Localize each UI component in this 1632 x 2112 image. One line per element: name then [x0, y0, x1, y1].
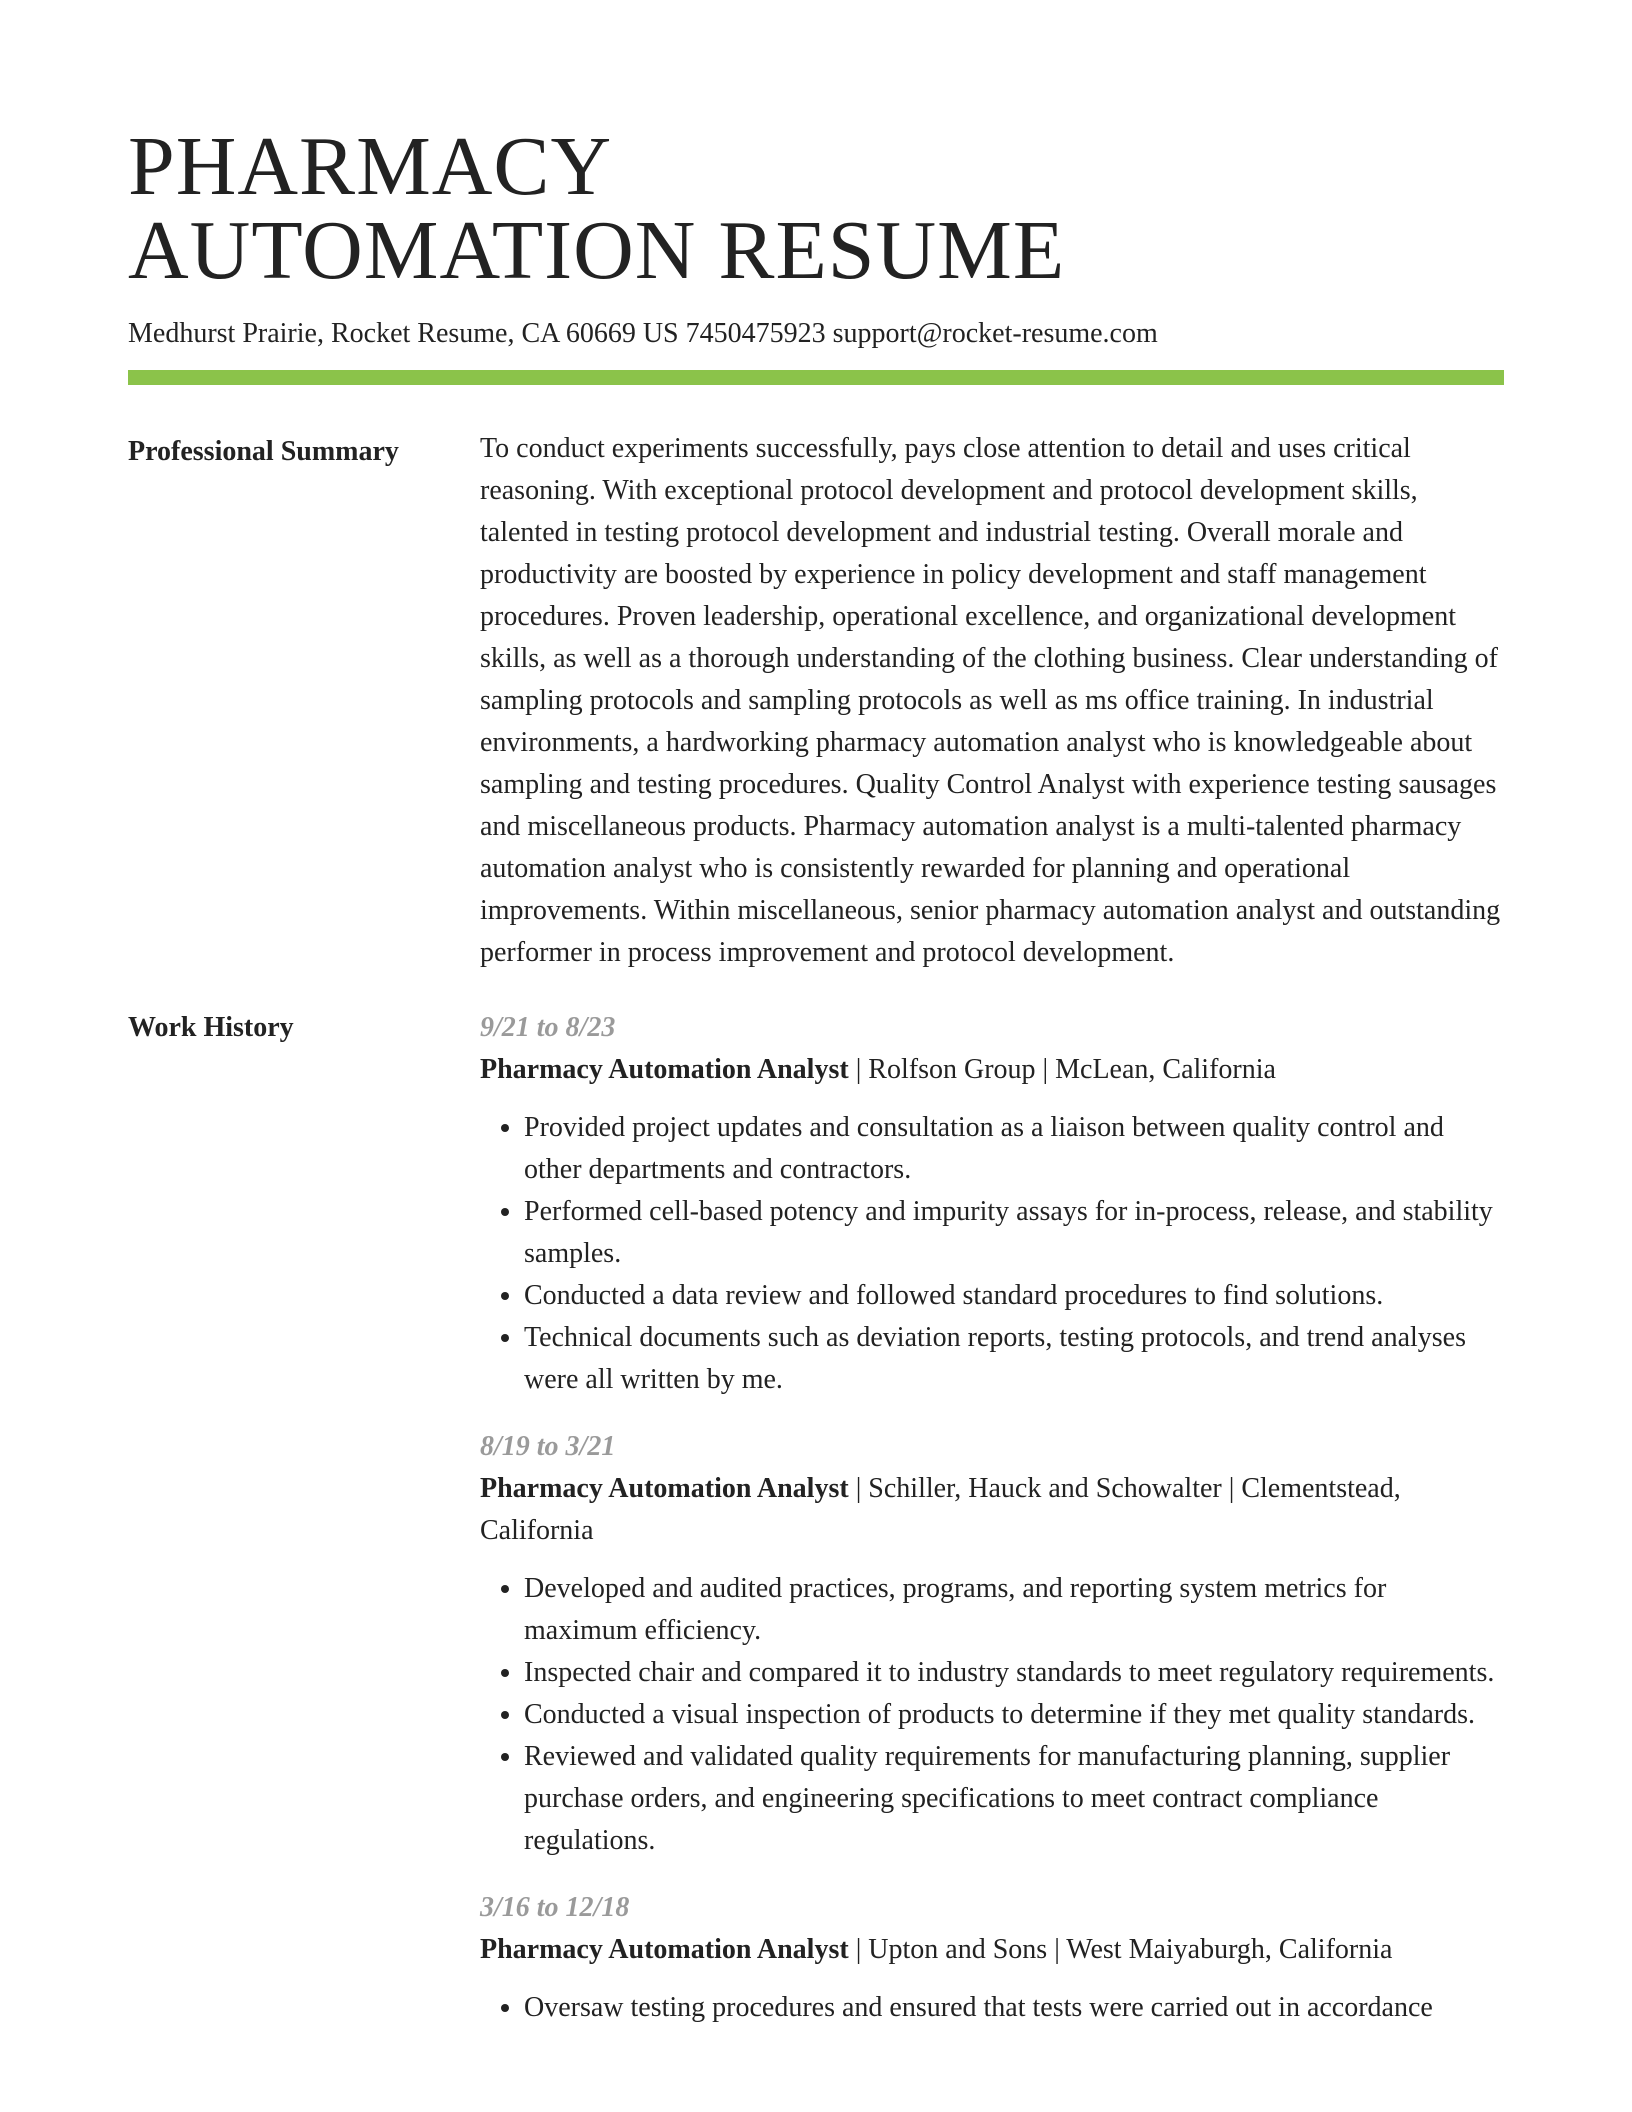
job-title-line [480, 1929, 1504, 1971]
job-bullet: • Performed cell-based potency and impurity assays for in-process, release, and stability samples. [524, 1191, 1504, 1275]
job-role: Pharmacy Automation Analyst [480, 1934, 849, 1965]
job-details: | Upton and Sons | West Maiyaburgh, California [848, 1934, 1393, 1965]
resume-title [128, 0, 1504, 297]
job-title-line [480, 1468, 1504, 1552]
title-line-1: PHARMACY [128, 120, 613, 213]
job-role: Pharmacy Automation Analyst [480, 1473, 849, 1504]
job-bullet: • Conducted a data review and followed standard procedures to find solutions. [524, 1275, 1504, 1317]
professional-summary-section [128, 431, 1504, 974]
job-entry [480, 1007, 1504, 1401]
job-bullet: • Developed and audited practices, programs, and reporting system metrics for maximum efficiency. [524, 1568, 1504, 1652]
summary-body [480, 431, 1504, 974]
job-dates: 9/21 to 8/23 [480, 1012, 616, 1043]
job-bullet: • Provided project updates and consultation as a liaison between quality control and other departments and contractors. [524, 1107, 1504, 1191]
job-entry [480, 1426, 1504, 1862]
title-line-2: AUTOMATION RESUME [128, 204, 1066, 297]
job-role: Pharmacy Automation Analyst [480, 1054, 849, 1085]
job-dates: 3/16 to 12/18 [480, 1892, 630, 1923]
job-bullet: • Conducted a visual inspection of products to determine if they met quality standards. [524, 1694, 1504, 1736]
job-bullet: • Inspected chair and compared it to industry standards to meet regulatory requirements. [524, 1652, 1504, 1694]
header-divider [128, 370, 1504, 385]
job-bullet: • Reviewed and validated quality requirements for manufacturing planning, supplier purchase orders, and engineering specifications to meet contract compliance regulations. [524, 1736, 1504, 1862]
resume-page [128, 0, 1504, 2054]
job-bullets [480, 1987, 1504, 2029]
job-dates: 8/19 to 3/21 [480, 1431, 616, 1462]
job-bullets [480, 1107, 1504, 1401]
job-title-line [480, 1049, 1504, 1091]
summary-text: To conduct experiments successfully, pays close attention to detail and uses critical reasoning. With exceptional protocol development and protocol development skills, talented in testing protocol development and industrial testing. Overall morale and productivity are boosted by experience in policy development and staff management procedures. Proven leadership, operational excellence, and organizational development skills, as well as a thorough understanding of the clothing business. Clear understanding of sampling protocols and sampling protocols as well as ms office training. In industrial environments, a hardworking pharmacy automation analyst who is knowledgeable about sampling and testing procedures. Quality Control Analyst with experience testing sausages and miscellaneous products. Pharmacy automation analyst is a multi-talented pharmacy automation analyst who is consistently rewarded for planning and operational improvements. Within miscellaneous, senior pharmacy automation analyst and outstanding performer in process improvement and protocol development. [480, 433, 1501, 968]
job-details: | Schiller, Hauck and Schowalter | Clementstead, California [480, 1473, 1401, 1546]
work-history-body [480, 1007, 1504, 2054]
job-bullet: • Oversaw testing procedures and ensured that tests were carried out in accordance [524, 1987, 1504, 2029]
contact-info: Medhurst Prairie, Rocket Resume, CA 60669 US 7450475923 support@rocket-resume.com [128, 318, 1158, 349]
job-bullets [480, 1568, 1504, 1862]
section-label-summary: Professional Summary [128, 436, 399, 467]
job-details: | Rolfson Group | McLean, California [848, 1054, 1276, 1085]
section-label-work: Work History [128, 1012, 294, 1043]
work-history-section [128, 1007, 1504, 2054]
job-bullet: • Technical documents such as deviation reports, testing protocols, and trend analyses were all written by me. [524, 1317, 1504, 1401]
job-entry [480, 1887, 1504, 2029]
